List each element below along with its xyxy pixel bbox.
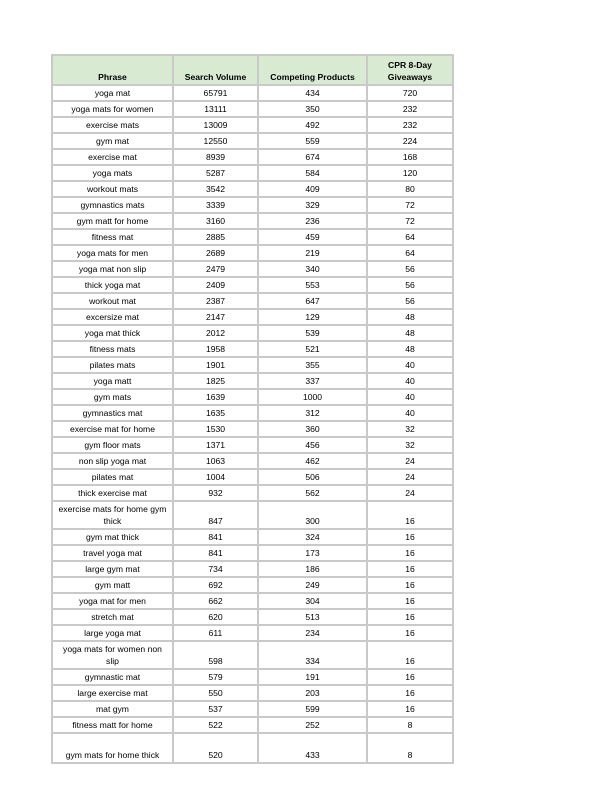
cpr-giveaways-cell: 232: [367, 117, 453, 133]
search-volume-cell: 520: [173, 733, 258, 763]
competing-products-cell: 559: [258, 133, 367, 149]
competing-products-cell: 409: [258, 181, 367, 197]
cpr-giveaways-cell: 48: [367, 341, 453, 357]
competing-products-cell: 340: [258, 261, 367, 277]
cpr-giveaways-cell: 24: [367, 469, 453, 485]
competing-products-cell: 539: [258, 325, 367, 341]
cpr-giveaways-cell: 56: [367, 277, 453, 293]
search-volume-cell: 598: [173, 641, 258, 669]
search-volume-cell: 734: [173, 561, 258, 577]
phrase-cell: gymnastic mat: [52, 669, 173, 685]
table-row: [52, 293, 453, 309]
cpr-giveaways-cell: 16: [367, 669, 453, 685]
competing-products-cell: 129: [258, 309, 367, 325]
table-row: [52, 117, 453, 133]
search-volume-cell: 2409: [173, 277, 258, 293]
phrase-cell: yoga mats for women: [52, 101, 173, 117]
search-volume-cell: 1063: [173, 453, 258, 469]
cpr-giveaways-cell: 32: [367, 437, 453, 453]
competing-products-cell: 324: [258, 529, 367, 545]
phrase-cell: fitness mats: [52, 341, 173, 357]
competing-products-cell: 513: [258, 609, 367, 625]
search-volume-cell: 611: [173, 625, 258, 641]
table-row: [52, 593, 453, 609]
search-volume-cell: 579: [173, 669, 258, 685]
phrase-cell: yoga mat for men: [52, 593, 173, 609]
competing-products-cell: 433: [258, 733, 367, 763]
phrase-cell: excersize mat: [52, 309, 173, 325]
table-row: [52, 245, 453, 261]
table-row: [52, 453, 453, 469]
search-volume-cell: 620: [173, 609, 258, 625]
header-row: [52, 55, 453, 85]
search-volume-cell: 847: [173, 501, 258, 529]
table-row: [52, 421, 453, 437]
cpr-giveaways-cell: 16: [367, 545, 453, 561]
phrase-cell: exercise mat for home: [52, 421, 173, 437]
competing-products-cell: 219: [258, 245, 367, 261]
cpr-giveaways-cell: 16: [367, 561, 453, 577]
header-competing-products: Competing Products: [258, 55, 367, 85]
phrase-cell: yoga matt: [52, 373, 173, 389]
competing-products-cell: 492: [258, 117, 367, 133]
cpr-giveaways-cell: 40: [367, 405, 453, 421]
table-row: [52, 669, 453, 685]
table-row: [52, 701, 453, 717]
competing-products-cell: 350: [258, 101, 367, 117]
phrase-cell: workout mat: [52, 293, 173, 309]
table-row: [52, 325, 453, 341]
table-row: [52, 529, 453, 545]
phrase-cell: pilates mats: [52, 357, 173, 373]
cpr-giveaways-cell: 8: [367, 717, 453, 733]
search-volume-cell: 1004: [173, 469, 258, 485]
cpr-giveaways-cell: 8: [367, 733, 453, 763]
search-volume-cell: 1639: [173, 389, 258, 405]
competing-products-cell: 599: [258, 701, 367, 717]
cpr-giveaways-cell: 232: [367, 101, 453, 117]
table-row: [52, 261, 453, 277]
competing-products-cell: 647: [258, 293, 367, 309]
competing-products-cell: 304: [258, 593, 367, 609]
phrase-cell: pilates mat: [52, 469, 173, 485]
competing-products-cell: 462: [258, 453, 367, 469]
phrase-cell: yoga mat non slip: [52, 261, 173, 277]
phrase-cell: gym mats: [52, 389, 173, 405]
table-row: [52, 85, 453, 101]
competing-products-cell: 234: [258, 625, 367, 641]
table-row: [52, 133, 453, 149]
search-volume-cell: 2885: [173, 229, 258, 245]
search-volume-cell: 1825: [173, 373, 258, 389]
phrase-cell: gym mat: [52, 133, 173, 149]
search-volume-cell: 13009: [173, 117, 258, 133]
search-volume-cell: 5287: [173, 165, 258, 181]
cpr-giveaways-cell: 16: [367, 529, 453, 545]
competing-products-cell: 236: [258, 213, 367, 229]
competing-products-cell: 584: [258, 165, 367, 181]
cpr-giveaways-cell: 56: [367, 261, 453, 277]
search-volume-cell: 2147: [173, 309, 258, 325]
table-row: [52, 641, 453, 669]
search-volume-cell: 662: [173, 593, 258, 609]
competing-products-cell: 674: [258, 149, 367, 165]
table-row: [52, 165, 453, 181]
search-volume-cell: 2012: [173, 325, 258, 341]
competing-products-cell: 459: [258, 229, 367, 245]
table-row: [52, 341, 453, 357]
competing-products-cell: 249: [258, 577, 367, 593]
phrase-cell: travel yoga mat: [52, 545, 173, 561]
table-row: [52, 405, 453, 421]
cpr-giveaways-cell: 24: [367, 453, 453, 469]
cpr-giveaways-cell: 40: [367, 357, 453, 373]
table-row: [52, 717, 453, 733]
phrase-cell: large exercise mat: [52, 685, 173, 701]
competing-products-cell: 355: [258, 357, 367, 373]
search-volume-cell: 1901: [173, 357, 258, 373]
phrase-cell: yoga mat thick: [52, 325, 173, 341]
table-row: [52, 485, 453, 501]
table-row: [52, 469, 453, 485]
cpr-giveaways-cell: 64: [367, 229, 453, 245]
table-row: [52, 545, 453, 561]
cpr-giveaways-cell: 16: [367, 625, 453, 641]
cpr-giveaways-cell: 120: [367, 165, 453, 181]
cpr-giveaways-cell: 24: [367, 485, 453, 501]
search-volume-cell: 932: [173, 485, 258, 501]
competing-products-cell: 300: [258, 501, 367, 529]
table-row: [52, 309, 453, 325]
competing-products-cell: 173: [258, 545, 367, 561]
search-volume-cell: 65791: [173, 85, 258, 101]
search-volume-cell: 3339: [173, 197, 258, 213]
cpr-giveaways-cell: 168: [367, 149, 453, 165]
competing-products-cell: 506: [258, 469, 367, 485]
table-row: [52, 181, 453, 197]
search-volume-cell: 12550: [173, 133, 258, 149]
cpr-giveaways-cell: 40: [367, 373, 453, 389]
header-cpr-giveaways: CPR 8-Day Giveaways: [367, 55, 453, 85]
phrase-cell: large yoga mat: [52, 625, 173, 641]
search-volume-cell: 2387: [173, 293, 258, 309]
phrase-cell: yoga mat: [52, 85, 173, 101]
table-row: [52, 277, 453, 293]
competing-products-cell: 521: [258, 341, 367, 357]
cpr-giveaways-cell: 16: [367, 701, 453, 717]
table-row: [52, 437, 453, 453]
table-row: [52, 373, 453, 389]
table-row: [52, 577, 453, 593]
cpr-giveaways-cell: 16: [367, 501, 453, 529]
search-volume-cell: 1530: [173, 421, 258, 437]
search-volume-cell: 1958: [173, 341, 258, 357]
cpr-giveaways-cell: 16: [367, 641, 453, 669]
search-volume-cell: 13111: [173, 101, 258, 117]
competing-products-cell: 329: [258, 197, 367, 213]
phrase-cell: non slip yoga mat: [52, 453, 173, 469]
table-row: [52, 389, 453, 405]
table-row: [52, 149, 453, 165]
phrase-cell: gymnastics mat: [52, 405, 173, 421]
phrase-cell: mat gym: [52, 701, 173, 717]
competing-products-cell: 456: [258, 437, 367, 453]
competing-products-cell: 186: [258, 561, 367, 577]
search-volume-cell: 692: [173, 577, 258, 593]
search-volume-cell: 2479: [173, 261, 258, 277]
cpr-giveaways-cell: 64: [367, 245, 453, 261]
cpr-giveaways-cell: 48: [367, 325, 453, 341]
phrase-cell: yoga mats for women non slip: [52, 641, 173, 669]
cpr-giveaways-cell: 224: [367, 133, 453, 149]
competing-products-cell: 203: [258, 685, 367, 701]
phrase-cell: exercise mats for home gym thick: [52, 501, 173, 529]
search-volume-cell: 841: [173, 529, 258, 545]
cpr-giveaways-cell: 16: [367, 685, 453, 701]
cpr-giveaways-cell: 16: [367, 577, 453, 593]
phrase-cell: gym floor mats: [52, 437, 173, 453]
cpr-giveaways-cell: 16: [367, 609, 453, 625]
competing-products-cell: 252: [258, 717, 367, 733]
cpr-giveaways-cell: 48: [367, 309, 453, 325]
cpr-giveaways-cell: 72: [367, 213, 453, 229]
table-row: [52, 625, 453, 641]
competing-products-cell: 1000: [258, 389, 367, 405]
phrase-cell: yoga mats for men: [52, 245, 173, 261]
table-row: [52, 561, 453, 577]
search-volume-cell: 841: [173, 545, 258, 561]
keyword-table: [51, 54, 454, 764]
cpr-giveaways-cell: 56: [367, 293, 453, 309]
table-row: [52, 357, 453, 373]
competing-products-cell: 553: [258, 277, 367, 293]
competing-products-cell: 191: [258, 669, 367, 685]
header-search-volume: Search Volume: [173, 55, 258, 85]
cpr-giveaways-cell: 72: [367, 197, 453, 213]
table-row: [52, 609, 453, 625]
phrase-cell: fitness matt for home: [52, 717, 173, 733]
phrase-cell: exercise mats: [52, 117, 173, 133]
search-volume-cell: 3160: [173, 213, 258, 229]
phrase-cell: workout mats: [52, 181, 173, 197]
phrase-cell: exercise mat: [52, 149, 173, 165]
competing-products-cell: 337: [258, 373, 367, 389]
cpr-giveaways-cell: 80: [367, 181, 453, 197]
table-row: [52, 213, 453, 229]
search-volume-cell: 2689: [173, 245, 258, 261]
table-row: [52, 733, 453, 763]
phrase-cell: thick exercise mat: [52, 485, 173, 501]
phrase-cell: gymnastics mats: [52, 197, 173, 213]
table-row: [52, 229, 453, 245]
search-volume-cell: 550: [173, 685, 258, 701]
competing-products-cell: 434: [258, 85, 367, 101]
table-row: [52, 685, 453, 701]
header-phrase: Phrase: [52, 55, 173, 85]
cpr-giveaways-cell: 720: [367, 85, 453, 101]
phrase-cell: fitness mat: [52, 229, 173, 245]
phrase-cell: gym mats for home thick: [52, 733, 173, 763]
table-row: [52, 197, 453, 213]
cpr-giveaways-cell: 32: [367, 421, 453, 437]
competing-products-cell: 312: [258, 405, 367, 421]
search-volume-cell: 3542: [173, 181, 258, 197]
phrase-cell: stretch mat: [52, 609, 173, 625]
phrase-cell: gym matt for home: [52, 213, 173, 229]
competing-products-cell: 360: [258, 421, 367, 437]
phrase-cell: thick yoga mat: [52, 277, 173, 293]
phrase-cell: gym matt: [52, 577, 173, 593]
search-volume-cell: 8939: [173, 149, 258, 165]
phrase-cell: large gym mat: [52, 561, 173, 577]
search-volume-cell: 522: [173, 717, 258, 733]
table-row: [52, 101, 453, 117]
cpr-giveaways-cell: 16: [367, 593, 453, 609]
search-volume-cell: 537: [173, 701, 258, 717]
cpr-giveaways-cell: 40: [367, 389, 453, 405]
competing-products-cell: 334: [258, 641, 367, 669]
search-volume-cell: 1635: [173, 405, 258, 421]
phrase-cell: yoga mats: [52, 165, 173, 181]
table-row: [52, 501, 453, 529]
competing-products-cell: 562: [258, 485, 367, 501]
search-volume-cell: 1371: [173, 437, 258, 453]
phrase-cell: gym mat thick: [52, 529, 173, 545]
